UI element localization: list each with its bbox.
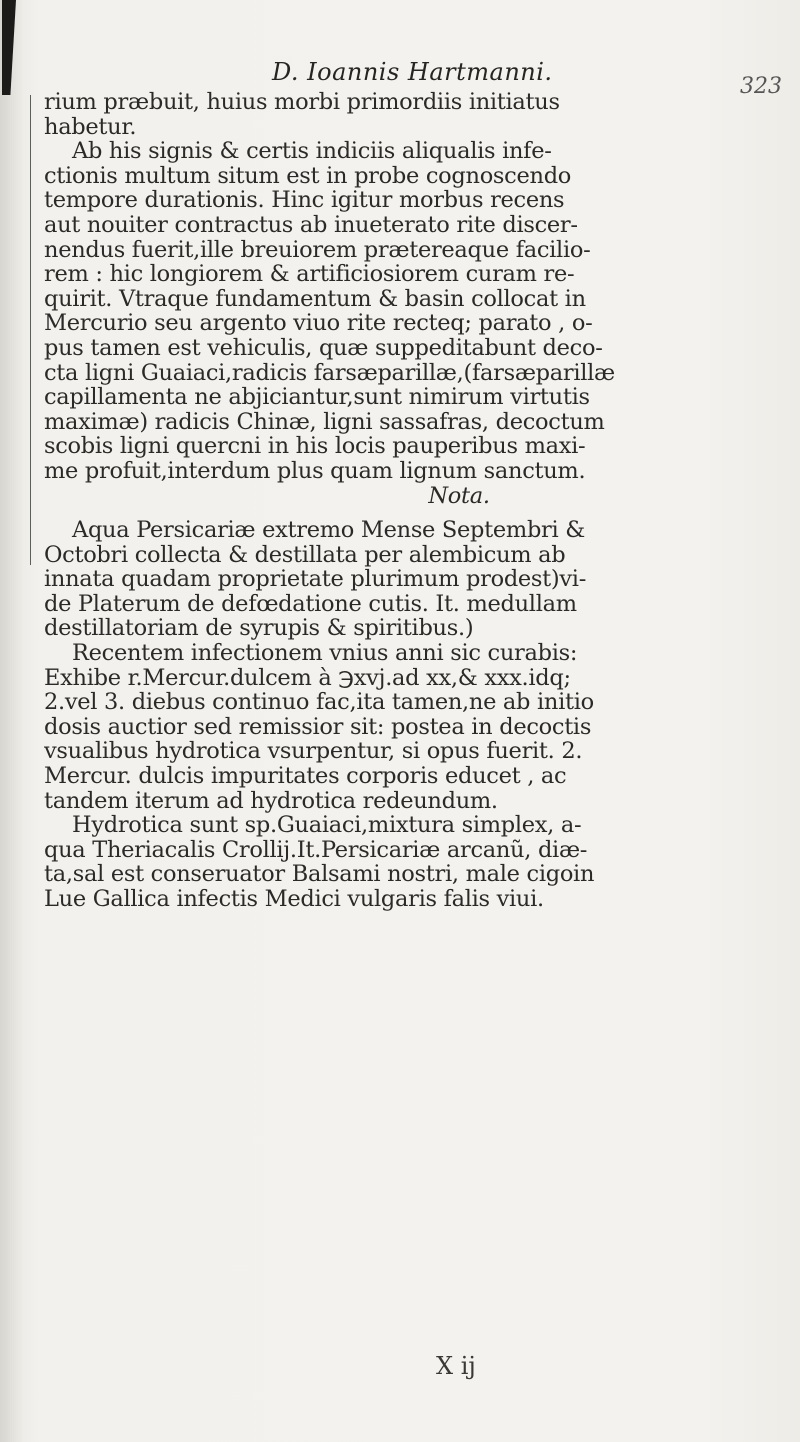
text-line: Mercur. dulcis impuritates corporis educet , ac [44,764,567,789]
page-header [0,52,800,99]
nota-heading: Nota. [428,483,490,509]
text-line: Mercurio seu argento viuo rite recteq; parato , o- [44,311,593,336]
text-block [44,90,774,912]
text-line: destillatoriam de syrupis & spiritibus.) [44,616,474,642]
text-line: habetur. [44,114,137,140]
text-line: cta ligni Guaiaci,radicis farsæparillæ,(farsæparillæ [44,360,615,386]
text-line: Hydrotica sunt sp.Guaiaci,mixtura simplex, a- [72,813,582,838]
text-line: scobis ligni quercni in his locis pauperibus maxi- [44,434,586,459]
text-line: Ab his signis & certis indiciis aliqualis infe- [72,139,552,164]
text-line: qua Theriacalis Crollij.It.Persicariæ arcanũ, diæ- [44,837,588,863]
text-line: de Platerum de defœdatione cutis. It. medullam [44,591,577,617]
text-line: ta,sal est conseruator Balsami nostri, male cigoin [44,862,595,887]
text-line: nendus fuerit,ille breuiorem prætereaque facilio- [44,237,591,263]
text-line: vsualibus hydrotica vsurpentur, si opus fuerit. 2. [44,739,583,765]
section-gap [44,508,774,518]
text-line: 2.vel 3. diebus continuo fac,ita tamen,ne ab initio [44,690,594,715]
text-line: me profuit,interdum plus quam lignum sanctum. [44,458,586,484]
text-line: tandem iterum ad hydrotica redeundum. [44,788,498,814]
text-line: Recentem infectionem vnius anni sic curabis: [72,641,578,666]
text-line: maximæ) radicis Chinæ, ligni sassafras, decoctum [44,409,605,435]
text-line: capillamenta ne abjiciantur,sunt nimirum virtutis [44,385,590,410]
text-line: Exhibe r.Mercur.dulcem à ℈xvj.ad xx,& xxx.idq; [44,665,571,691]
text-line: pus tamen est vehiculis, quæ suppeditabunt deco- [44,335,603,361]
text-line: aut nouiter contractus ab inueterato rite discer- [44,212,578,238]
text-line: rem : hic longiorem & artificiosiorem curam re- [44,262,575,287]
text-line: Octobri collecta & destillata per alembicum ab [44,542,566,568]
text-line: rium præbuit, huius morbi primordiis initiatus [44,90,560,115]
text-line: ctionis multum situm est in probe cognoscendo [44,163,572,189]
text-line: dosis auctior sed remissior sit: postea in decoctis [44,714,592,740]
text-line: tempore durationis. Hinc igitur morbus recens [44,188,565,213]
margin-rule [30,95,31,565]
running-head: D. Ioannis Hartmanni. [272,58,553,86]
text-line: innata quadam proprietate plurimum prodest)vi- [44,567,587,592]
page-number: 323 [740,74,782,99]
text-line: Lue Gallica infectis Medici vulgaris falis viui. [44,887,544,912]
text-line: quirit. Vtraque fundamentum & basin collocat in [44,286,586,312]
text-line: Aqua Persicariæ extremo Mense Septembri & [72,518,585,543]
signature-mark: X ij [436,1352,476,1380]
binding-edge [0,0,22,1442]
